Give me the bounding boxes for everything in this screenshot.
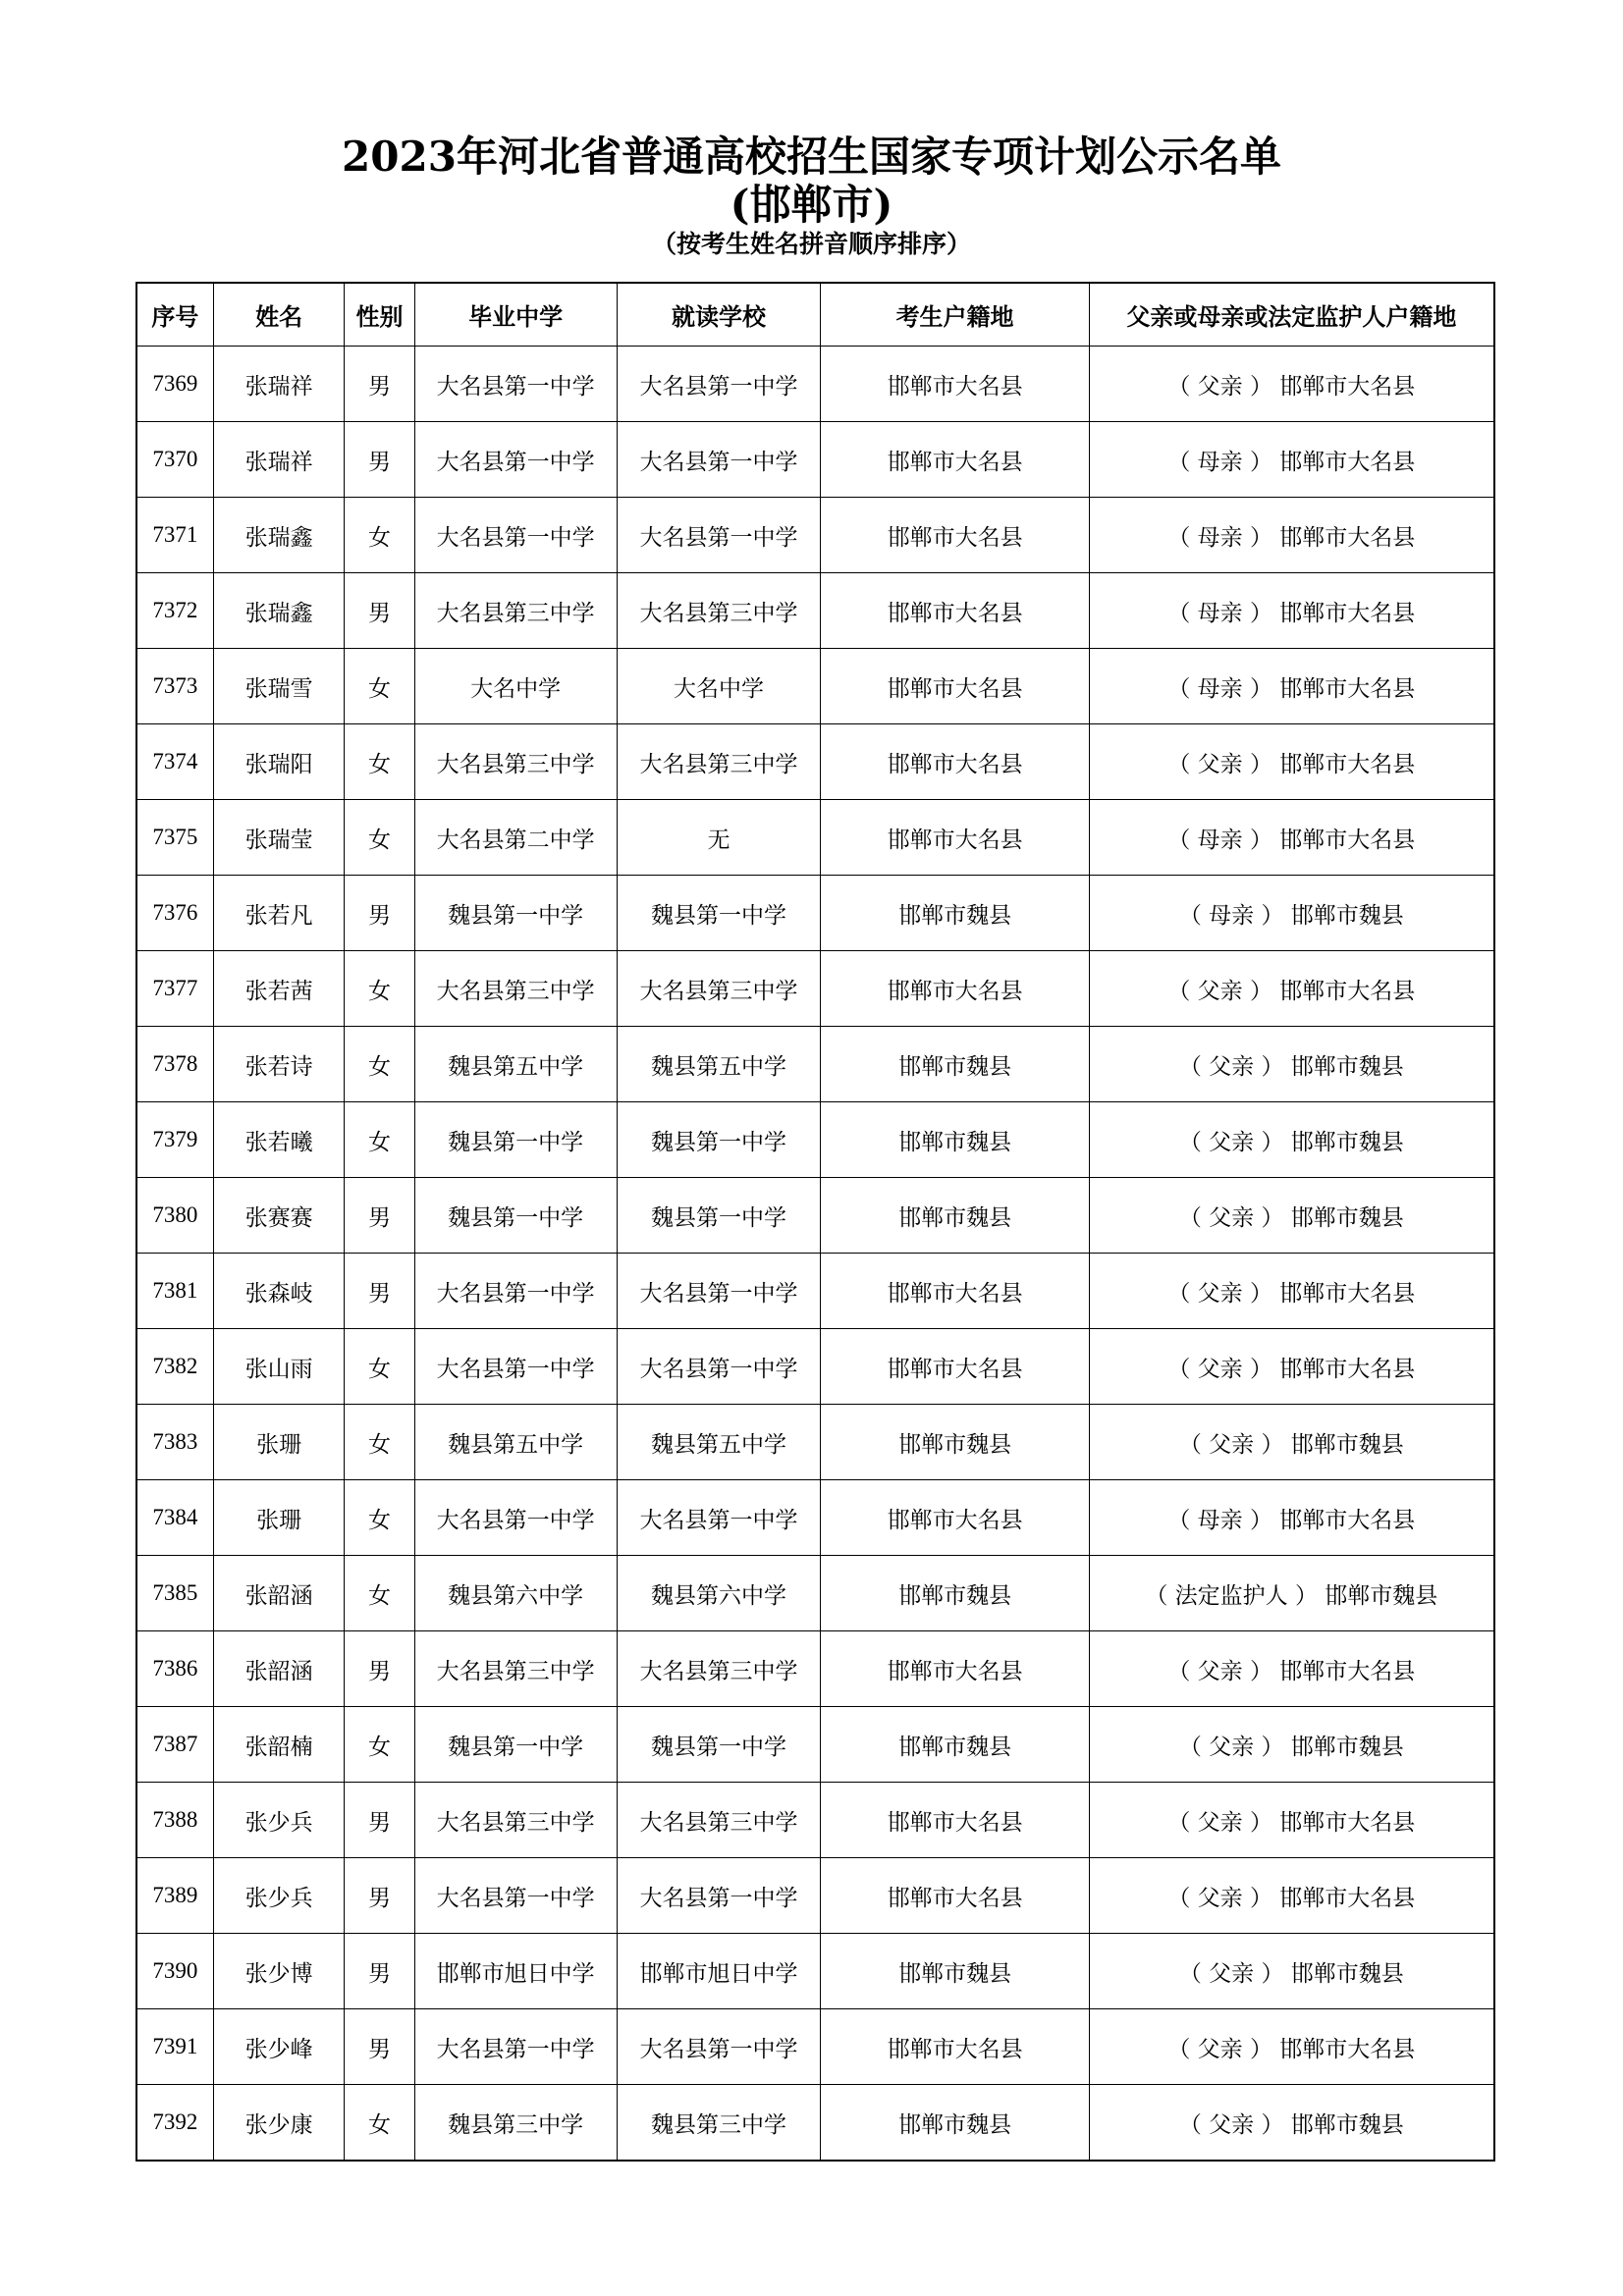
cell-name: 张若凡: [213, 876, 345, 951]
table-row: [136, 951, 1494, 1027]
cell-registration: 邯郸市魏县: [821, 1178, 1089, 1254]
cell-registration: 邯郸市魏县: [821, 1556, 1089, 1631]
table-row: [136, 1178, 1494, 1254]
cell-grad-school: 大名县第三中学: [414, 1783, 617, 1858]
cell-guardian-registration: （ 法定监护人 ） 邯郸市魏县: [1089, 1556, 1494, 1631]
cell-grad-school: 魏县第五中学: [414, 1405, 617, 1480]
cell-current-school: 魏县第一中学: [617, 876, 821, 951]
cell-grad-school: 大名县第一中学: [414, 1254, 617, 1329]
table-row: [136, 347, 1494, 422]
cell-gender: 男: [345, 1631, 414, 1707]
cell-seq: 7387: [136, 1707, 213, 1783]
cell-current-school: 大名县第三中学: [617, 1631, 821, 1707]
cell-seq: 7383: [136, 1405, 213, 1480]
table-row: [136, 1707, 1494, 1783]
cell-guardian-registration: （ 父亲 ） 邯郸市大名县: [1089, 2009, 1494, 2085]
cell-name: 张若茜: [213, 951, 345, 1027]
cell-registration: 邯郸市大名县: [821, 1783, 1089, 1858]
cell-name: 张瑞祥: [213, 347, 345, 422]
cell-current-school: 大名县第一中学: [617, 422, 821, 498]
cell-guardian-registration: （ 父亲 ） 邯郸市魏县: [1089, 1102, 1494, 1178]
table-row: [136, 2009, 1494, 2085]
cell-gender: 女: [345, 1102, 414, 1178]
cell-seq: 7371: [136, 498, 213, 573]
cell-registration: 邯郸市大名县: [821, 573, 1089, 649]
cell-name: 张瑞祥: [213, 422, 345, 498]
cell-guardian-registration: （ 父亲 ） 邯郸市大名县: [1089, 1858, 1494, 1934]
table-row: [136, 1934, 1494, 2009]
cell-seq: 7378: [136, 1027, 213, 1102]
table-row: [136, 573, 1494, 649]
cell-grad-school: 邯郸市旭日中学: [414, 1934, 617, 2009]
cell-current-school: 大名县第三中学: [617, 573, 821, 649]
cell-grad-school: 大名县第三中学: [414, 1631, 617, 1707]
cell-current-school: 大名县第三中学: [617, 1783, 821, 1858]
column-header-current-school: 就读学校: [617, 283, 821, 347]
cell-seq: 7374: [136, 724, 213, 800]
cell-guardian-registration: （ 父亲 ） 邯郸市魏县: [1089, 2085, 1494, 2162]
cell-guardian-registration: （ 母亲 ） 邯郸市魏县: [1089, 876, 1494, 951]
cell-seq: 7391: [136, 2009, 213, 2085]
cell-seq: 7382: [136, 1329, 213, 1405]
cell-registration: 邯郸市大名县: [821, 1858, 1089, 1934]
column-header-seq: 序号: [136, 283, 213, 347]
table-row: [136, 422, 1494, 498]
cell-guardian-registration: （ 母亲 ） 邯郸市大名县: [1089, 422, 1494, 498]
cell-seq: 7370: [136, 422, 213, 498]
table-row: [136, 1254, 1494, 1329]
cell-gender: 男: [345, 876, 414, 951]
table-row: [136, 1783, 1494, 1858]
cell-registration: 邯郸市大名县: [821, 498, 1089, 573]
cell-guardian-registration: （ 父亲 ） 邯郸市大名县: [1089, 347, 1494, 422]
cell-current-school: 大名中学: [617, 649, 821, 724]
cell-name: 张瑞阳: [213, 724, 345, 800]
cell-seq: 7369: [136, 347, 213, 422]
cell-grad-school: 大名县第一中学: [414, 1480, 617, 1556]
cell-grad-school: 大名县第一中学: [414, 1858, 617, 1934]
cell-name: 张森岐: [213, 1254, 345, 1329]
cell-current-school: 魏县第五中学: [617, 1405, 821, 1480]
table-row: [136, 1480, 1494, 1556]
column-header-name: 姓名: [213, 283, 345, 347]
cell-grad-school: 大名县第二中学: [414, 800, 617, 876]
cell-current-school: 大名县第三中学: [617, 951, 821, 1027]
cell-gender: 女: [345, 649, 414, 724]
cell-seq: 7372: [136, 573, 213, 649]
page-title: 2023年河北省普通高校招生国家专项计划公示名单: [342, 133, 1281, 181]
cell-gender: 女: [345, 800, 414, 876]
cell-name: 张珊: [213, 1480, 345, 1556]
cell-current-school: 邯郸市旭日中学: [617, 1934, 821, 2009]
cell-guardian-registration: （ 父亲 ） 邯郸市大名县: [1089, 724, 1494, 800]
cell-seq: 7386: [136, 1631, 213, 1707]
cell-name: 张少康: [213, 2085, 345, 2162]
cell-name: 张若诗: [213, 1027, 345, 1102]
cell-gender: 男: [345, 347, 414, 422]
cell-guardian-registration: （ 父亲 ） 邯郸市大名县: [1089, 1631, 1494, 1707]
cell-gender: 女: [345, 498, 414, 573]
cell-gender: 女: [345, 1707, 414, 1783]
cell-guardian-registration: （ 母亲 ） 邯郸市大名县: [1089, 573, 1494, 649]
cell-guardian-registration: （ 父亲 ） 邯郸市魏县: [1089, 1707, 1494, 1783]
cell-grad-school: 魏县第三中学: [414, 2085, 617, 2162]
cell-grad-school: 魏县第一中学: [414, 1102, 617, 1178]
cell-current-school: 大名县第三中学: [617, 724, 821, 800]
cell-seq: 7389: [136, 1858, 213, 1934]
table-row: [136, 1556, 1494, 1631]
cell-grad-school: 大名县第一中学: [414, 2009, 617, 2085]
cell-current-school: 大名县第一中学: [617, 1480, 821, 1556]
cell-guardian-registration: （ 父亲 ） 邯郸市魏县: [1089, 1178, 1494, 1254]
cell-current-school: 大名县第一中学: [617, 2009, 821, 2085]
cell-registration: 邯郸市大名县: [821, 724, 1089, 800]
column-header-gender: 性别: [345, 283, 414, 347]
cell-name: 张若曦: [213, 1102, 345, 1178]
cell-grad-school: 大名县第三中学: [414, 573, 617, 649]
table-header-row: [136, 283, 1494, 347]
cell-seq: 7384: [136, 1480, 213, 1556]
cell-grad-school: 魏县第六中学: [414, 1556, 617, 1631]
cell-grad-school: 魏县第一中学: [414, 876, 617, 951]
cell-guardian-registration: （ 母亲 ） 邯郸市大名县: [1089, 800, 1494, 876]
cell-seq: 7373: [136, 649, 213, 724]
cell-seq: 7380: [136, 1178, 213, 1254]
table-row: [136, 1631, 1494, 1707]
table-body: [136, 347, 1494, 2162]
cell-registration: 邯郸市大名县: [821, 1329, 1089, 1405]
cell-name: 张少峰: [213, 2009, 345, 2085]
cell-grad-school: 大名县第一中学: [414, 1329, 617, 1405]
cell-current-school: 大名县第一中学: [617, 1858, 821, 1934]
cell-registration: 邯郸市大名县: [821, 1631, 1089, 1707]
cell-grad-school: 大名县第一中学: [414, 498, 617, 573]
cell-grad-school: 大名县第一中学: [414, 422, 617, 498]
table-row: [136, 1329, 1494, 1405]
cell-seq: 7392: [136, 2085, 213, 2162]
table-row: [136, 1102, 1494, 1178]
cell-current-school: 大名县第一中学: [617, 347, 821, 422]
cell-seq: 7385: [136, 1556, 213, 1631]
cell-registration: 邯郸市大名县: [821, 422, 1089, 498]
table-row: [136, 498, 1494, 573]
cell-name: 张赛赛: [213, 1178, 345, 1254]
cell-guardian-registration: （ 父亲 ） 邯郸市魏县: [1089, 1934, 1494, 2009]
cell-gender: 女: [345, 724, 414, 800]
column-header-guardian-registration: 父亲或母亲或法定监护人户籍地: [1089, 283, 1494, 347]
cell-guardian-registration: （ 父亲 ） 邯郸市大名县: [1089, 1329, 1494, 1405]
cell-registration: 邯郸市魏县: [821, 1102, 1089, 1178]
cell-gender: 女: [345, 1329, 414, 1405]
cell-grad-school: 魏县第一中学: [414, 1707, 617, 1783]
table-row: [136, 1405, 1494, 1480]
sort-note: （按考生姓名拼音顺序排序）: [651, 230, 971, 258]
cell-registration: 邯郸市大名县: [821, 1480, 1089, 1556]
cell-guardian-registration: （ 父亲 ） 邯郸市大名县: [1089, 1254, 1494, 1329]
cell-current-school: 魏县第三中学: [617, 2085, 821, 2162]
cell-gender: 男: [345, 2009, 414, 2085]
cell-seq: 7379: [136, 1102, 213, 1178]
cell-grad-school: 大名县第一中学: [414, 347, 617, 422]
cell-registration: 邯郸市大名县: [821, 951, 1089, 1027]
cell-guardian-registration: （ 父亲 ） 邯郸市大名县: [1089, 951, 1494, 1027]
cell-current-school: 大名县第一中学: [617, 498, 821, 573]
cell-grad-school: 大名县第三中学: [414, 724, 617, 800]
cell-current-school: 魏县第六中学: [617, 1556, 821, 1631]
cell-gender: 女: [345, 2085, 414, 2162]
cell-guardian-registration: （ 母亲 ） 邯郸市大名县: [1089, 1480, 1494, 1556]
cell-gender: 女: [345, 1027, 414, 1102]
table-row: [136, 1858, 1494, 1934]
cell-registration: 邯郸市大名县: [821, 1254, 1089, 1329]
cell-guardian-registration: （ 父亲 ） 邯郸市大名县: [1089, 1783, 1494, 1858]
cell-seq: 7388: [136, 1783, 213, 1858]
cell-name: 张珊: [213, 1405, 345, 1480]
cell-current-school: 大名县第一中学: [617, 1329, 821, 1405]
cell-name: 张少博: [213, 1934, 345, 2009]
cell-seq: 7375: [136, 800, 213, 876]
table-row: [136, 2085, 1494, 2162]
cell-registration: 邯郸市大名县: [821, 800, 1089, 876]
cell-guardian-registration: （ 母亲 ） 邯郸市大名县: [1089, 649, 1494, 724]
cell-name: 张少兵: [213, 1783, 345, 1858]
cell-registration: 邯郸市魏县: [821, 2085, 1089, 2162]
cell-gender: 男: [345, 1783, 414, 1858]
cell-name: 张山雨: [213, 1329, 345, 1405]
cell-current-school: 无: [617, 800, 821, 876]
cell-name: 张瑞鑫: [213, 573, 345, 649]
table-row: [136, 649, 1494, 724]
cell-registration: 邯郸市大名县: [821, 347, 1089, 422]
cell-current-school: 大名县第一中学: [617, 1254, 821, 1329]
cell-current-school: 魏县第一中学: [617, 1102, 821, 1178]
cell-gender: 男: [345, 422, 414, 498]
cell-gender: 男: [345, 1254, 414, 1329]
table-row: [136, 724, 1494, 800]
cell-gender: 女: [345, 951, 414, 1027]
cell-gender: 女: [345, 1556, 414, 1631]
cell-name: 张韶涵: [213, 1631, 345, 1707]
cell-seq: 7376: [136, 876, 213, 951]
cell-gender: 男: [345, 1178, 414, 1254]
cell-registration: 邯郸市大名县: [821, 649, 1089, 724]
cell-grad-school: 魏县第一中学: [414, 1178, 617, 1254]
cell-name: 张瑞鑫: [213, 498, 345, 573]
cell-registration: 邯郸市魏县: [821, 876, 1089, 951]
city-subtitle: (邯郸市): [730, 181, 893, 229]
cell-seq: 7377: [136, 951, 213, 1027]
cell-gender: 女: [345, 1480, 414, 1556]
cell-gender: 男: [345, 1858, 414, 1934]
cell-guardian-registration: （ 父亲 ） 邯郸市魏县: [1089, 1027, 1494, 1102]
cell-name: 张瑞雪: [213, 649, 345, 724]
cell-grad-school: 魏县第五中学: [414, 1027, 617, 1102]
cell-guardian-registration: （ 母亲 ） 邯郸市大名县: [1089, 498, 1494, 573]
cell-name: 张少兵: [213, 1858, 345, 1934]
cell-registration: 邯郸市魏县: [821, 1405, 1089, 1480]
cell-current-school: 魏县第一中学: [617, 1178, 821, 1254]
cell-registration: 邯郸市魏县: [821, 1934, 1089, 2009]
cell-name: 张韶楠: [213, 1707, 345, 1783]
cell-gender: 女: [345, 1405, 414, 1480]
cell-name: 张韶涵: [213, 1556, 345, 1631]
cell-current-school: 魏县第五中学: [617, 1027, 821, 1102]
cell-seq: 7390: [136, 1934, 213, 2009]
column-header-registration: 考生户籍地: [821, 283, 1089, 347]
roster-table: [135, 282, 1495, 2162]
cell-gender: 男: [345, 573, 414, 649]
cell-name: 张瑞莹: [213, 800, 345, 876]
cell-grad-school: 大名县第三中学: [414, 951, 617, 1027]
table-row: [136, 876, 1494, 951]
table-row: [136, 1027, 1494, 1102]
cell-registration: 邯郸市魏县: [821, 1027, 1089, 1102]
cell-registration: 邯郸市大名县: [821, 2009, 1089, 2085]
cell-seq: 7381: [136, 1254, 213, 1329]
cell-registration: 邯郸市魏县: [821, 1707, 1089, 1783]
cell-grad-school: 大名中学: [414, 649, 617, 724]
cell-gender: 男: [345, 1934, 414, 2009]
table-row: [136, 800, 1494, 876]
column-header-grad-school: 毕业中学: [414, 283, 617, 347]
cell-current-school: 魏县第一中学: [617, 1707, 821, 1783]
cell-guardian-registration: （ 父亲 ） 邯郸市魏县: [1089, 1405, 1494, 1480]
